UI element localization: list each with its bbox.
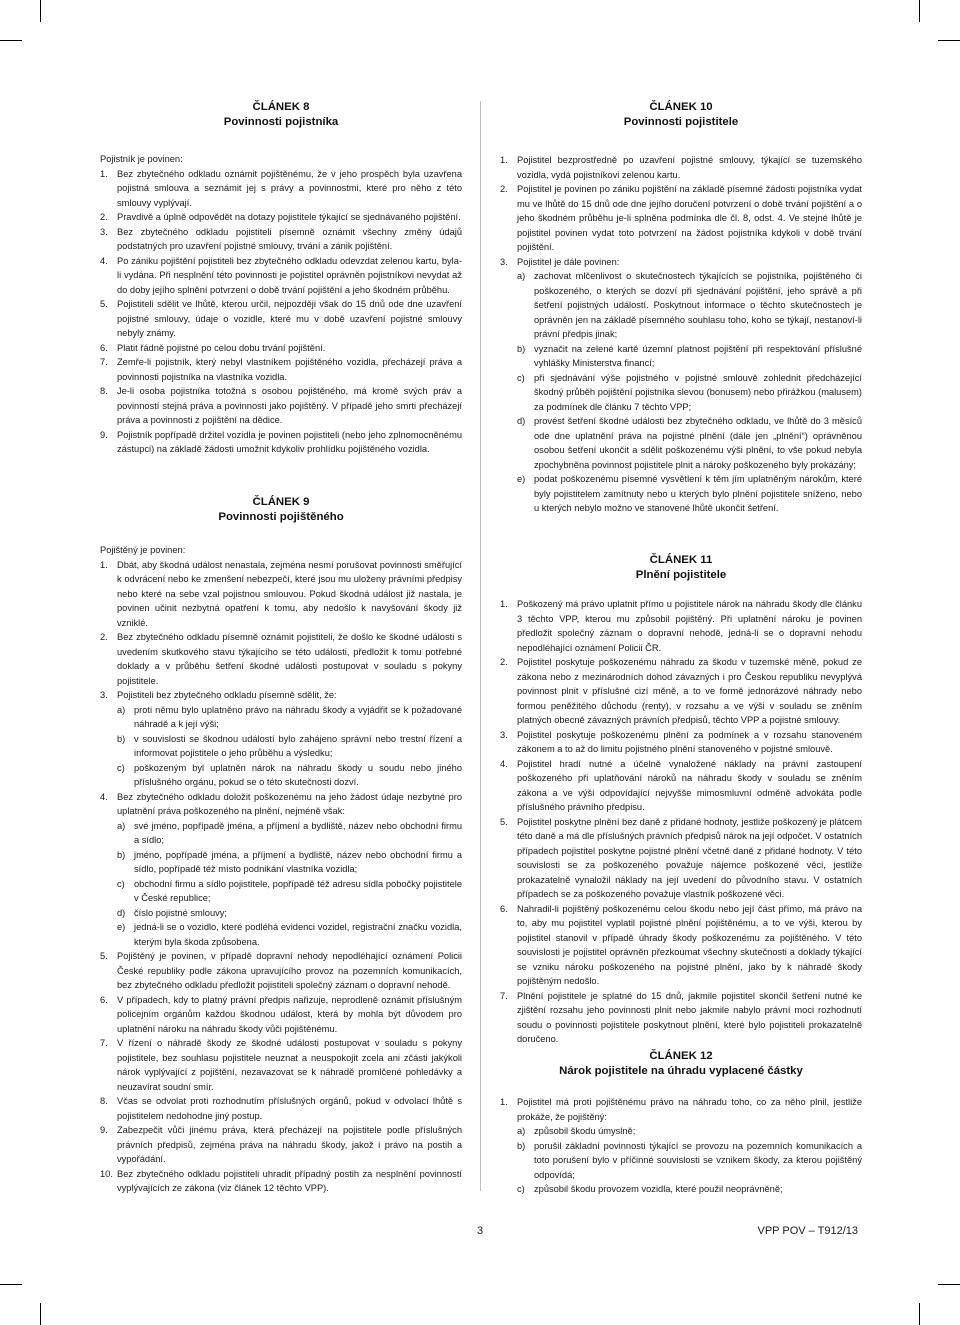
item-text: Včas se odvolat proti rozhodnutím příslušných orgánů, pokud v odvolací lhůtě s pojistitelem nedohodne jiný postup. <box>117 1096 462 1121</box>
item-number: 8. <box>100 1096 108 1106</box>
list-item <box>100 630 462 688</box>
sub-text: způsobil škodu úmyslně; <box>534 1126 636 1136</box>
list-item <box>500 182 862 255</box>
sub-label: c) <box>117 762 125 773</box>
sublist-item <box>517 342 862 371</box>
article-9 <box>100 495 462 1196</box>
article-8-list <box>100 167 462 457</box>
item-number: 1. <box>100 559 108 570</box>
list-item <box>100 558 462 631</box>
sublist <box>517 269 862 516</box>
sub-label: a) <box>117 820 126 831</box>
sub-label: c) <box>517 372 525 383</box>
list-item <box>100 341 462 356</box>
article-11-number: ČLÁNEK 11 <box>649 554 713 566</box>
item-text: Pojistitel poskytuje poškozenému náhradu za škodu v tuzemské měně, pokud ze zákona nebo z mezinárodních dohod závazných i pro Českou republiku nevyplývá povinnost plnit v příslušné cizí měně, a to ve formě jednorázové náhrady nebo formou peněžitého důchodu (renty), v rozsahu a ve výši v souladu se zněním platných obecně závazných právních předpisů, těchto VPP a pojistné smlouvy. <box>517 657 862 725</box>
sub-text: podat poškozenému písemné vysvětlení k těm jím uplatněným nárokům, které byly pojistitelem zamítnuty nebo u kterých bylo plnění pojistitele sníženo, nebo u kterých nebylo možno ve stanovené lhůtě ukončit šetření. <box>534 474 862 513</box>
item-text: Je-li osoba pojistníka totožná s osobou pojištěného, má kromě svých práv a povinností stejná práva a povinnosti jako pojištěný. V případě jeho smrti přecházejí práva a povinnosti z pojištění na dědice. <box>117 386 462 425</box>
item-number: 2. <box>100 212 108 222</box>
item-text: Pojistitel bezprostředně po uzavření pojistné smlouvy, týkající se tuzemského vozidla, vydá pojistníkovi zelenou kartu. <box>517 155 862 180</box>
sub-label: b) <box>517 343 526 354</box>
item-text: Pojistitel poskytuje poškozenému plnění za podmínek a v rozsahu stanoveném zákonem a to až do limitu pojistného plnění stanoveného v pojistné smlouvě. <box>517 729 862 754</box>
list-item <box>100 1036 462 1094</box>
crop-mark <box>0 40 22 41</box>
article-9-title: Povinnosti pojištěného <box>218 511 344 523</box>
article-10-number: ČLÁNEK 10 <box>649 101 713 113</box>
item-text: Bez zbytečného odkladu doložit poškozenému na jeho žádost údaje nezbytné pro uplatnění práva poškozeného na plnění, nejméně však: <box>117 791 462 816</box>
list-item <box>500 989 862 1047</box>
article-9-intro: Pojištěný je povinen: <box>100 545 186 555</box>
article-10-heading <box>500 100 862 130</box>
sub-label: a) <box>517 271 526 281</box>
sub-label: c) <box>517 1184 525 1194</box>
item-text: V případech, kdy to platný právní předpis nařizuje, neprodleně oznámit příslušným policejním orgánům každou škodnou událost, která by mohla být důvodem pro uplatnění nároku na náhradu škody vůči pojištěnému. <box>117 994 462 1034</box>
item-text: Pojistitel je povinen po zániku pojištění na základě písemné žádosti pojistníka vydat mu ve lhůtě do 15 dnů ode dne jejího doručení potvrzení o době trvání pojištění a o jeho škodném průběhu je-li splněna podmínka dle čl. 8, odst. 4. Ve stejné lhůtě je pojistitel povinen vydat toto potvrzení na žádost pojistníka kdykoli v době trvání pojištění. <box>517 184 862 252</box>
item-number: 5. <box>100 299 108 309</box>
item-text: Nahradil-li pojištěný poškozenému celou škodu nebo její část přímo, má právo na to, aby mu pojistitel vyplatil pojistné plnění pojištěnému, a to ve výši, kterou by pojistitel stanovil v případě úhrady škody poškozenému za pojištěného. V této souvislosti je pojistitel oprávněn přezkoumat všechny skutečnosti a doklady týkající se vzniku nároku poškozeného na pojistné plnění, jako by k náhradě škody pojištěným nedošlo. <box>517 903 862 986</box>
article-8-number: ČLÁNEK 8 <box>252 101 310 113</box>
sublist-item <box>117 819 462 848</box>
item-number: 5. <box>100 951 108 961</box>
article-8-heading <box>100 100 462 130</box>
item-number: 6. <box>500 903 508 914</box>
item-text: Pojistník popřípadě držitel vozidla je povinen pojistiteli (nebo jeho zplnomocněnému zástupci) na základě žádosti umožnit kdykoliv prohlídku pojištěného vozidla. <box>117 429 462 454</box>
item-number: 3. <box>100 690 108 700</box>
item-number: 7. <box>100 1038 108 1048</box>
item-number: 3. <box>500 256 508 267</box>
article-12-list <box>500 1095 862 1197</box>
sublist <box>517 1124 862 1197</box>
sub-label: b) <box>117 733 126 744</box>
item-number: 3. <box>500 729 508 740</box>
item-number: 4. <box>100 791 108 802</box>
list-item <box>100 428 462 457</box>
item-number: 7. <box>100 357 108 367</box>
list-item <box>100 355 462 384</box>
list-item <box>100 384 462 428</box>
list-item <box>100 1123 462 1167</box>
article-11 <box>500 553 862 1047</box>
list-item <box>500 655 862 728</box>
article-8 <box>100 100 462 457</box>
item-text: Bez zbytečného odkladu oznámit pojištěnému, že v jeho prospěch byla uzavřena pojistná smlouva a seznámit jej s právy a povinnostmi, které pro něho z této smlouvy vyplývají. <box>117 168 462 208</box>
item-text: Pojistitel je dále povinen: <box>517 256 620 267</box>
page-number: 3 <box>476 1225 484 1237</box>
item-text: Poškozený má právo uplatnit přímo u pojistitele nárok na náhradu škody dle článku 3 těchto VPP, kterou mu způsobil pojištěný. Při uplatnění nároku je povinen předložit společný záznam o dopravní nehodě, jedná-li se o dopravní nehodu nepodléhající oznámení Policii ČR. <box>517 599 862 653</box>
crop-mark <box>938 40 960 41</box>
item-text: Platit řádně pojistné po celou dobu trvání pojištění. <box>117 342 326 353</box>
item-number: 9. <box>100 429 108 440</box>
item-number: 4. <box>500 758 508 769</box>
item-text: Pojistitel hradí nutné a účelně vynaložené náklady na právní zastoupení poškozeného při uplatňování nároků na náhradu škody v souladu se zněním zákona a ve výši odpovídající nejvyšše mimosmluvní odměně advokáta podle příslušného právního předpisu. <box>517 758 862 812</box>
item-number: 3. <box>100 226 108 237</box>
sub-text: zachovat mlčenlivost o skutečnostech týkajících se pojistníka, pojištěného či poškozeného, o kterých se dozví při sjednávání pojištění, jeho správě a při šetření pojistných událostí. Poskytnout informace o těchto skutečnostech je oprávněn jen na základě písemného souhlasu toho, koho se týkají, nestanoví-li právní předpis jinak; <box>534 271 862 339</box>
sublist-item <box>117 877 462 906</box>
sublist-item <box>517 1124 862 1139</box>
article-11-list <box>500 597 862 1047</box>
list-item <box>500 757 862 815</box>
item-number: 1. <box>100 168 108 179</box>
sublist-item <box>517 414 862 472</box>
sub-label: e) <box>117 922 126 932</box>
article-11-title: Plnění pojistitele <box>635 569 727 581</box>
sublist-item <box>117 848 462 877</box>
item-number: 1. <box>500 155 508 165</box>
item-text: Po zániku pojištění pojistiteli bez zbytečného odkladu odevzdat zelenou kartu, byla-li vydána. Při nesplnění této povinnosti je pojistitel oprávněn pojistníkovi nevydat až do doby jejího splnění potvrzení o době trvání pojištění a jeho škodném průběhu. <box>117 255 462 295</box>
sublist <box>117 703 462 790</box>
list-item <box>100 790 462 950</box>
sublist-item <box>117 920 462 949</box>
list-item <box>500 255 862 516</box>
item-number: 2. <box>100 632 108 642</box>
sublist-item <box>517 269 862 342</box>
sublist-item <box>117 761 462 790</box>
list-item <box>500 728 862 757</box>
sub-label: b) <box>517 1140 526 1151</box>
sub-label: e) <box>517 474 526 484</box>
crop-mark <box>40 1303 41 1325</box>
sublist-item <box>517 472 862 516</box>
sub-text: své jméno, popřípadě jména, a příjmení a bydliště, název nebo obchodní firmu a sídlo; <box>134 820 462 845</box>
sub-label: a) <box>517 1126 526 1136</box>
sublist <box>117 819 462 950</box>
item-text: Pojistiteli sdělit ve lhůtě, kterou určil, nejpozději však do 15 dnů ode dne uzavření pojistné smlouvy, údaje o vozidle, které mu v době uzavření pojistné smlouvy nebyly známy. <box>117 299 462 338</box>
item-text: Zabezpečit vůči jinému práva, která přecházejí na pojistitele podle příslušných právních předpisů, zejména práva na náhradu škody, jakož i právo na postih a vypořádání. <box>117 1125 462 1164</box>
article-9-heading <box>100 495 462 525</box>
list-item <box>100 993 462 1037</box>
sub-text: jedná-li se o vozidlo, které podléhá evidenci vozidel, registrační značku vozidla, kterým byla škoda způsobena. <box>134 922 462 947</box>
list-item <box>500 1095 862 1197</box>
item-text: Dbát, aby škodná událost nenastala, zejména nesmí porušovat povinnosti směřující k odvrácení nebo ke zmenšení nebezpečí, které jsou mu uloženy právními předpisy nebo které na sebe vzal pojistnou smlouvou. Pokud škodná událost již nastala, je povinen učinit nezbytná opatření k tomu, aby nedošlo k navyšování škody již vzniklé. <box>117 559 462 628</box>
list-item <box>100 225 462 254</box>
item-number: 6. <box>100 994 108 1005</box>
item-number: 10. <box>100 1168 113 1179</box>
list-item <box>500 597 862 655</box>
item-number: 1. <box>500 1097 508 1107</box>
article-10-list <box>500 153 862 516</box>
list-item <box>100 297 462 341</box>
item-number: 5. <box>500 816 508 827</box>
sub-text: číslo pojistné smlouvy; <box>134 907 228 918</box>
sublist-item <box>117 906 462 921</box>
article-12-number: ČLÁNEK 12 <box>649 1050 713 1062</box>
sublist-item <box>117 703 462 732</box>
list-item <box>100 167 462 211</box>
sub-label: b) <box>117 849 126 860</box>
list-item <box>100 210 462 225</box>
article-8-intro: Pojistník je povinen: <box>100 154 183 164</box>
article-12-heading <box>500 1049 862 1079</box>
sublist-item <box>517 1139 862 1183</box>
crop-mark <box>919 1303 920 1325</box>
item-number: 6. <box>100 342 108 353</box>
sub-text: poškozeným byl uplatněn nárok na náhradu škody u soudu nebo jiného příslušného orgánu, pokud se o této skutečnosti dozví. <box>134 762 462 787</box>
sublist-item <box>517 1182 862 1197</box>
item-number: 4. <box>100 255 108 266</box>
list-item <box>500 815 862 902</box>
item-number: 9. <box>100 1125 108 1135</box>
item-number: 2. <box>500 657 508 667</box>
item-text: V řízení o náhradě škody ze škodné události postupovat v souladu s pokyny pojistitele, bez souhlasu pojistitele neuznat a neuspokojit zcela ani zčásti jakýkoli nárok vyplývající z pojištění, nezavazovat se k náhradě promlčené pohledávky a neuzavírat soudní smír. <box>117 1038 462 1092</box>
sublist-item <box>117 732 462 761</box>
article-11-heading <box>500 553 862 583</box>
item-text: Zemře-li pojistník, který nebyl vlastníkem pojištěného vozidla, přecházejí práva a povinnosti pojistníka na vlastníka vozidla. <box>117 357 462 382</box>
item-text: Bez zbytečného odkladu pojistiteli písemně oznámit všechny změny údajů podstatných pro uzavření pojistné smlouvy, trvání a zánik pojištění. <box>117 226 462 251</box>
list-item <box>100 949 462 993</box>
crop-mark <box>938 1284 960 1285</box>
article-12-title: Nárok pojistitele na úhradu vyplacené částky <box>559 1065 803 1077</box>
list-item <box>500 153 862 182</box>
sublist-item <box>517 371 862 415</box>
sub-text: proti němu bylo uplatněno právo na náhradu škody a vyjádřit se k požadované náhradě a k její výši; <box>134 704 462 729</box>
item-text: Plnění pojistitele je splatné do 15 dnů, jakmile pojistitel skončil šetření nutné ke zjištění rozsahu jeho povinnosti plnit nebo jakmile nabylo právní moci rozhodnutí soudu o povinnosti pojistitele poskytnout plnění, které bylo pojistiteli prokazatelně doručeno. <box>517 990 862 1044</box>
crop-mark <box>40 0 41 22</box>
item-text: Pravdivě a úplně odpovědět na dotazy pojistitele týkající se sjednávaného pojištění. <box>117 212 461 222</box>
article-10 <box>500 100 862 516</box>
item-number: 8. <box>100 386 108 396</box>
article-9-number: ČLÁNEK 9 <box>252 496 310 508</box>
sub-text: v souvislosti se škodnou událostí bylo zahájeno správní nebo trestní řízení a informovat pojistitele o jeho průběhu a výsledku; <box>134 733 462 758</box>
document-code: VPP POV – T912/13 <box>757 1225 858 1237</box>
sub-label: c) <box>117 878 125 889</box>
crop-mark <box>919 0 920 22</box>
crop-mark <box>0 1284 22 1285</box>
article-8-title: Povinnosti pojistníka <box>223 116 339 128</box>
sub-text: provést šetření škodné události bez zbytečného odkladu, ve lhůtě do 3 měsíců ode dne uplatnění práva na pojistné plnění (dále jen „plnění“) oprávněnou osobou šetření ukončit a sdělit poškozenému výši plnění, to vše pokud nebyla zpochybněna povinnost pojistitele plnit a nároky poškozeného byly prokázány; <box>534 416 862 470</box>
sub-text: porušil základní povinnosti týkající se provozu na pozemních komunikacích a toto porušení bylo v příčinné souvislosti se vznikem škody, za kterou pojištěný odpovídá; <box>534 1140 862 1180</box>
sub-text: vyznačit na zelené kartě územní platnost pojištění při respektování příslušné vyhlášky Ministerstva financí; <box>534 343 862 368</box>
item-text: Pojistitel poskytne plnění bez daně z přidané hodnoty, jestliže poškozený je plátcem této daně a má dle příslušných právních předpisů nárok na její odpočet. V ostatních případech pojistitel poskytne pojistné plnění včetně daně z přidané hodnoty. V této souvislosti se za poškozeného považuje nájemce poškozené věci, jestliže prokazatelně vynaložil náklady na její uvedení do původního stavu. V ostatních případech se za poškozeného považuje vlastník poškozené věci. <box>517 816 862 899</box>
item-text: Pojištěný je povinen, v případě dopravní nehody nepodléhající oznámení Policii České republiky podle zákona upravujícího provoz na pozemních komunikacích, bez zbytečného odkladu předložit pojistiteli společný záznam o dopravní nehodě. <box>117 951 462 990</box>
list-item <box>100 688 462 790</box>
item-text: Bez zbytečného odkladu pojistiteli uhradit případný postih za nesplnění povinností vyplývajících ze zákona (viz článek 12 těchto VPP). <box>117 1168 462 1193</box>
article-9-list <box>100 558 462 1196</box>
sub-label: d) <box>117 907 126 918</box>
sub-label: d) <box>517 416 526 426</box>
article-10-title: Povinnosti pojistitele <box>623 116 739 128</box>
sub-text: způsobil škodu provozem vozidla, které použil neoprávněně; <box>534 1184 783 1194</box>
sub-text: jméno, popřípadě jména, a příjmení a bydliště, název nebo obchodní firmu a sídlo, popřípadě též místo podnikání vlastníka vozidla; <box>134 849 462 874</box>
list-item <box>100 1094 462 1123</box>
sub-label: a) <box>117 704 126 715</box>
sub-text: při sjednávání výše pojistného v pojistné smlouvě zohlednit předcházející škodný průběh pojištění pojistníka slevou (bonusem) nebo přirážkou (malusem) za podmínek dle článku 7 těchto VPP; <box>534 372 862 412</box>
item-text: Bez zbytečného odkladu písemně oznámit pojistiteli, že došlo ke škodné události s uvedením skutkového stavu týkajícího se této události, předložit k tomu potřebné doklady a v průběhu šetření škodné události postupovat v souladu s pokyny pojistitele. <box>117 632 462 686</box>
item-number: 7. <box>500 990 508 1001</box>
sub-text: obchodní firmu a sídlo pojistitele, popřípadě též adresu sídla pobočky pojistitele v České republice; <box>134 878 462 903</box>
article-12 <box>500 1049 862 1197</box>
item-number: 2. <box>500 184 508 194</box>
item-text: Pojistiteli bez zbytečného odkladu písemně sdělit, že: <box>117 690 337 700</box>
item-number: 1. <box>500 599 508 609</box>
column-divider <box>480 101 481 1191</box>
item-text: Pojistitel má proti pojištěnému právo na náhradu toho, co za něho plnil, jestliže prokáže, že pojištěný: <box>517 1097 862 1122</box>
list-item <box>100 254 462 298</box>
list-item <box>500 902 862 989</box>
list-item <box>100 1167 462 1196</box>
